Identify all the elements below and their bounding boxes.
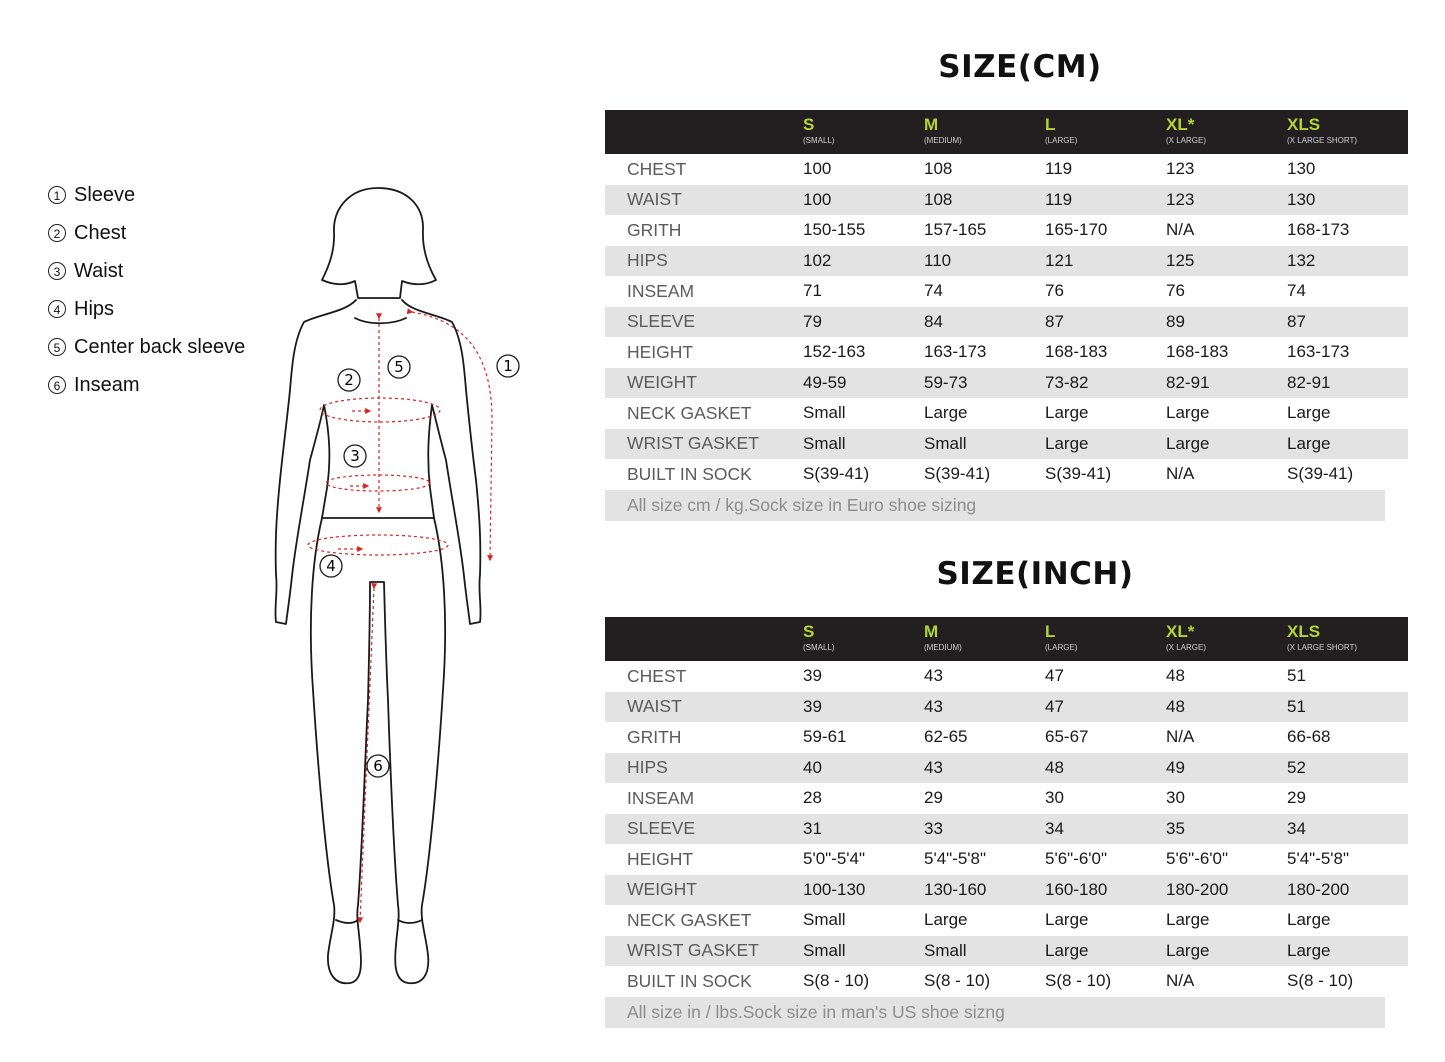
size-code: XL* [1166, 622, 1195, 641]
row-label: SLEEVE [627, 311, 696, 332]
table-cell: S(39-41) [924, 464, 991, 484]
marker-chest [338, 369, 360, 391]
header-size-xls [1287, 110, 1408, 154]
legend-item-center-back-sleeve [48, 328, 245, 366]
table-cell: 87 [1045, 311, 1064, 331]
table-row-inseam [605, 276, 1408, 307]
size-code: M [924, 622, 939, 641]
size-subtitle: (X LARGE SHORT) [1287, 136, 1358, 145]
size-cm-table [605, 110, 1408, 490]
torso-outline [275, 300, 480, 624]
table-cell: 87 [1287, 311, 1306, 331]
row-label: WRIST GASKET [627, 433, 759, 454]
row-label: BUILT IN SOCK [627, 970, 752, 991]
size-code: S [803, 622, 815, 641]
table-cell: 76 [1166, 281, 1185, 301]
table-cell: S(39-41) [1045, 464, 1112, 484]
marker-center-back-sleeve [388, 356, 410, 378]
table-cell: 51 [1287, 666, 1306, 686]
table-cell: 43 [924, 696, 943, 716]
table-cell: 100 [803, 159, 832, 179]
table-cell: 73-82 [1045, 372, 1089, 392]
table-cell: 152-163 [803, 342, 866, 362]
table-row-inseam [605, 783, 1408, 814]
marker-label: 5 [394, 358, 404, 376]
header-size-xls [1287, 617, 1408, 661]
table-cell: 110 [924, 250, 952, 270]
sock-line-right [398, 920, 422, 923]
legend-item-waist [48, 252, 245, 290]
size-cm-title: SIZE(CM) [938, 49, 1102, 85]
size-code: M [924, 115, 939, 134]
size-cm-note: All size cm / kg.Sock size in Euro shoe sizing [605, 490, 1385, 521]
table-row-sleeve [605, 307, 1408, 338]
table-row-sleeve [605, 814, 1408, 845]
legend-number: 5 [48, 338, 66, 356]
body-outline [275, 188, 480, 983]
marker-label: 4 [326, 557, 336, 575]
size-subtitle: (MEDIUM) [924, 643, 962, 652]
table-cell: 5'4"-5'8" [1287, 849, 1350, 869]
table-cell: 49-59 [803, 372, 847, 392]
marker-hips [320, 555, 342, 577]
size-subtitle: (X LARGE) [1166, 136, 1207, 145]
table-cell: 100-130 [803, 879, 866, 899]
table-cell: Large [1045, 403, 1089, 423]
table-cell: Small [803, 403, 846, 423]
table-cell: 48 [1045, 757, 1064, 777]
header-blank [605, 617, 803, 661]
row-label: WEIGHT [627, 879, 697, 900]
table-cell: 82-91 [1287, 372, 1331, 392]
table-header-row [605, 110, 1408, 154]
table-cell: 40 [803, 757, 822, 777]
table-cell: Large [1045, 433, 1089, 453]
chest-line [320, 398, 440, 422]
row-label: HEIGHT [627, 848, 694, 869]
table-row-built-in-sock [605, 966, 1408, 997]
header-blank [605, 110, 803, 154]
size-code: L [1045, 622, 1056, 641]
size-subtitle: (LARGE) [1045, 643, 1078, 652]
row-label: NECK GASKET [627, 402, 752, 423]
table-cell: 5'4"-5'8" [924, 849, 987, 869]
size-subtitle: (SMALL) [803, 136, 835, 145]
table-row-wrist-gasket [605, 429, 1408, 460]
table-row-chest [605, 661, 1408, 692]
table-cell: 39 [803, 696, 822, 716]
table-cell: 5'0"-5'4" [803, 849, 866, 869]
table-cell: Small [803, 910, 846, 930]
table-cell: S(8 - 10) [803, 971, 870, 991]
table-cell: 119 [1045, 189, 1073, 209]
table-row-weight [605, 875, 1408, 906]
table-cell: 34 [1045, 818, 1064, 838]
table-cell: 150-155 [803, 220, 866, 240]
table-row-waist [605, 692, 1408, 723]
table-cell: 132 [1287, 250, 1316, 270]
legend-item-chest [48, 214, 245, 252]
size-subtitle: (SMALL) [803, 643, 835, 652]
table-cell: 35 [1166, 818, 1185, 838]
size-inch-title: SIZE(INCH) [936, 556, 1134, 592]
table-cell: 123 [1166, 189, 1195, 209]
table-cell: 168-183 [1166, 342, 1229, 362]
header-size-xl [1166, 617, 1287, 661]
row-label: WAIST [627, 189, 682, 210]
table-cell: 43 [924, 666, 943, 686]
body-measurement-figure [260, 175, 540, 990]
table-cell: 48 [1166, 696, 1185, 716]
row-label: HIPS [627, 250, 668, 271]
table-cell: 47 [1045, 666, 1064, 686]
row-label: CHEST [627, 665, 687, 686]
table-cell: 49 [1166, 757, 1185, 777]
hips-line [308, 535, 448, 555]
size-subtitle: (LARGE) [1045, 136, 1078, 145]
table-cell: 168-183 [1045, 342, 1108, 362]
table-row-built-in-sock [605, 459, 1408, 490]
row-label: INSEAM [627, 787, 695, 808]
marker-label: 1 [503, 357, 513, 375]
table-row-hips [605, 246, 1408, 277]
marker-label: 3 [350, 447, 360, 465]
table-cell: 51 [1287, 696, 1306, 716]
header-size-s [803, 617, 924, 661]
legend-number: 2 [48, 224, 66, 242]
header-size-s [803, 110, 924, 154]
legend-label: Chest [74, 221, 127, 244]
table-cell: Large [924, 910, 968, 930]
legend-number: 1 [48, 186, 66, 204]
table-cell: Small [803, 940, 846, 960]
marker-label: 2 [344, 371, 354, 389]
table-cell: 52 [1287, 757, 1306, 777]
table-cell: Large [1166, 910, 1210, 930]
figure-markers [320, 355, 519, 777]
table-cell: 102 [803, 250, 832, 270]
table-cell: 65-67 [1045, 727, 1089, 747]
row-label: CHEST [627, 158, 687, 179]
table-cell: 123 [1166, 159, 1195, 179]
table-cell: 66-68 [1287, 727, 1331, 747]
table-cell: Large [1287, 940, 1331, 960]
legend-number: 6 [48, 376, 66, 394]
head-hair-outline [322, 188, 436, 298]
table-cell: Large [1287, 910, 1331, 930]
row-label: GRITH [627, 219, 682, 240]
row-label: HIPS [627, 757, 668, 778]
table-row-height [605, 844, 1408, 875]
neckline-outline [355, 318, 406, 323]
table-cell: 5'6"-6'0" [1045, 849, 1108, 869]
table-cell: 29 [1287, 788, 1306, 808]
table-cell: 74 [924, 281, 943, 301]
header-size-xl [1166, 110, 1287, 154]
table-cell: S(39-41) [1287, 464, 1354, 484]
table-cell: Small [803, 433, 846, 453]
row-label: INSEAM [627, 280, 695, 301]
inseam-line [360, 588, 374, 922]
table-row-chest [605, 154, 1408, 185]
legend-number: 3 [48, 262, 66, 280]
table-cell: Large [1166, 403, 1210, 423]
size-inch-table [605, 617, 1408, 997]
table-cell: 71 [803, 281, 822, 301]
table-cell: 34 [1287, 818, 1306, 838]
table-cell: 125 [1166, 250, 1195, 270]
table-row-grith [605, 722, 1408, 753]
table-cell: 47 [1045, 696, 1064, 716]
table-cell: Large [924, 403, 968, 423]
legend-label: Hips [74, 297, 115, 320]
table-cell: S(8 - 10) [1287, 971, 1354, 991]
header-size-m [924, 110, 1045, 154]
table-cell: S(8 - 10) [1045, 971, 1112, 991]
marker-label: 6 [373, 757, 383, 775]
row-label: WEIGHT [627, 372, 697, 393]
table-cell: 108 [924, 159, 953, 179]
table-cell: 59-73 [924, 372, 968, 392]
table-cell: Large [1287, 433, 1331, 453]
marker-sleeve [497, 355, 519, 377]
table-cell: 30 [1045, 788, 1064, 808]
table-cell: Large [1287, 403, 1331, 423]
table-cell: 79 [803, 311, 822, 331]
legs-outline [311, 518, 445, 983]
table-cell: S(39-41) [803, 464, 870, 484]
size-code: XLS [1287, 622, 1321, 641]
size-code: XL* [1166, 115, 1195, 134]
table-row-neck-gasket [605, 905, 1408, 936]
size-subtitle: (MEDIUM) [924, 136, 962, 145]
legend-label: Waist [74, 259, 124, 282]
marker-inseam [367, 755, 389, 777]
table-cell: 165-170 [1045, 220, 1108, 240]
waist-line [326, 475, 430, 491]
table-cell: 130 [1287, 189, 1316, 209]
legend-label: Center back sleeve [74, 335, 246, 358]
size-inch-note: All size in / lbs.Sock size in man's US shoe sizng [605, 997, 1385, 1028]
table-cell: 62-65 [924, 727, 968, 747]
table-cell: N/A [1166, 464, 1195, 484]
table-cell: 28 [803, 788, 822, 808]
table-cell: 130 [1287, 159, 1316, 179]
table-cell: 180-200 [1287, 879, 1350, 899]
table-cell: 33 [924, 818, 943, 838]
table-cell: 31 [803, 818, 822, 838]
legend-item-sleeve [48, 176, 245, 214]
table-cell: Large [1166, 433, 1210, 453]
size-subtitle: (X LARGE SHORT) [1287, 643, 1358, 652]
table-cell: 163-173 [924, 342, 987, 362]
size-cm-section [605, 47, 1385, 521]
table-cell: 59-61 [803, 727, 847, 747]
marker-waist [344, 445, 366, 467]
table-cell: 168-173 [1287, 220, 1350, 240]
row-label: GRITH [627, 726, 682, 747]
table-cell: 84 [924, 311, 943, 331]
table-cell: 121 [1045, 250, 1074, 270]
table-cell: 163-173 [1287, 342, 1350, 362]
table-cell: 180-200 [1166, 879, 1229, 899]
table-cell: Small [924, 433, 967, 453]
table-cell: N/A [1166, 220, 1195, 240]
legend-item-hips [48, 290, 245, 328]
table-row-wrist-gasket [605, 936, 1408, 967]
table-cell: 43 [924, 757, 943, 777]
size-subtitle: (X LARGE) [1166, 643, 1207, 652]
table-row-height [605, 337, 1408, 368]
table-cell: 29 [924, 788, 943, 808]
size-code: L [1045, 115, 1056, 134]
header-size-l [1045, 110, 1166, 154]
table-cell: 30 [1166, 788, 1185, 808]
header-size-l [1045, 617, 1166, 661]
table-row-waist [605, 185, 1408, 216]
table-cell: 82-91 [1166, 372, 1210, 392]
sock-line-left [336, 920, 358, 923]
row-label: NECK GASKET [627, 909, 752, 930]
table-cell: 74 [1287, 281, 1306, 301]
table-cell: 39 [803, 666, 822, 686]
table-header-row [605, 617, 1408, 661]
table-row-weight [605, 368, 1408, 399]
table-row-neck-gasket [605, 398, 1408, 429]
table-cell: 157-165 [924, 220, 987, 240]
size-code: S [803, 115, 815, 134]
header-size-m [924, 617, 1045, 661]
row-label: HEIGHT [627, 341, 694, 362]
table-cell: 89 [1166, 311, 1185, 331]
table-cell: 119 [1045, 159, 1073, 179]
table-cell: N/A [1166, 971, 1195, 991]
row-label: SLEEVE [627, 818, 696, 839]
table-cell: 130-160 [924, 879, 987, 899]
table-cell: Small [924, 940, 967, 960]
legend-label: Sleeve [74, 183, 136, 206]
row-label: BUILT IN SOCK [627, 463, 752, 484]
measurement-legend [48, 176, 245, 404]
table-cell: Large [1166, 940, 1210, 960]
row-label: WRIST GASKET [627, 940, 759, 961]
size-code: XLS [1287, 115, 1321, 134]
size-inch-section [605, 554, 1385, 1028]
table-cell: 5'6"-6'0" [1166, 849, 1229, 869]
legend-number: 4 [48, 300, 66, 318]
table-row-grith [605, 215, 1408, 246]
row-label: WAIST [627, 696, 682, 717]
legend-item-inseam [48, 366, 245, 404]
table-cell: 108 [924, 189, 953, 209]
table-row-hips [605, 753, 1408, 784]
table-cell: S(8 - 10) [924, 971, 991, 991]
table-cell: 100 [803, 189, 832, 209]
table-cell: Large [1045, 910, 1089, 930]
measurement-lines [308, 312, 492, 922]
table-cell: N/A [1166, 727, 1195, 747]
table-cell: 48 [1166, 666, 1185, 686]
legend-label: Inseam [74, 373, 140, 396]
table-cell: 76 [1045, 281, 1064, 301]
table-cell: Large [1045, 940, 1089, 960]
table-cell: 160-180 [1045, 879, 1108, 899]
